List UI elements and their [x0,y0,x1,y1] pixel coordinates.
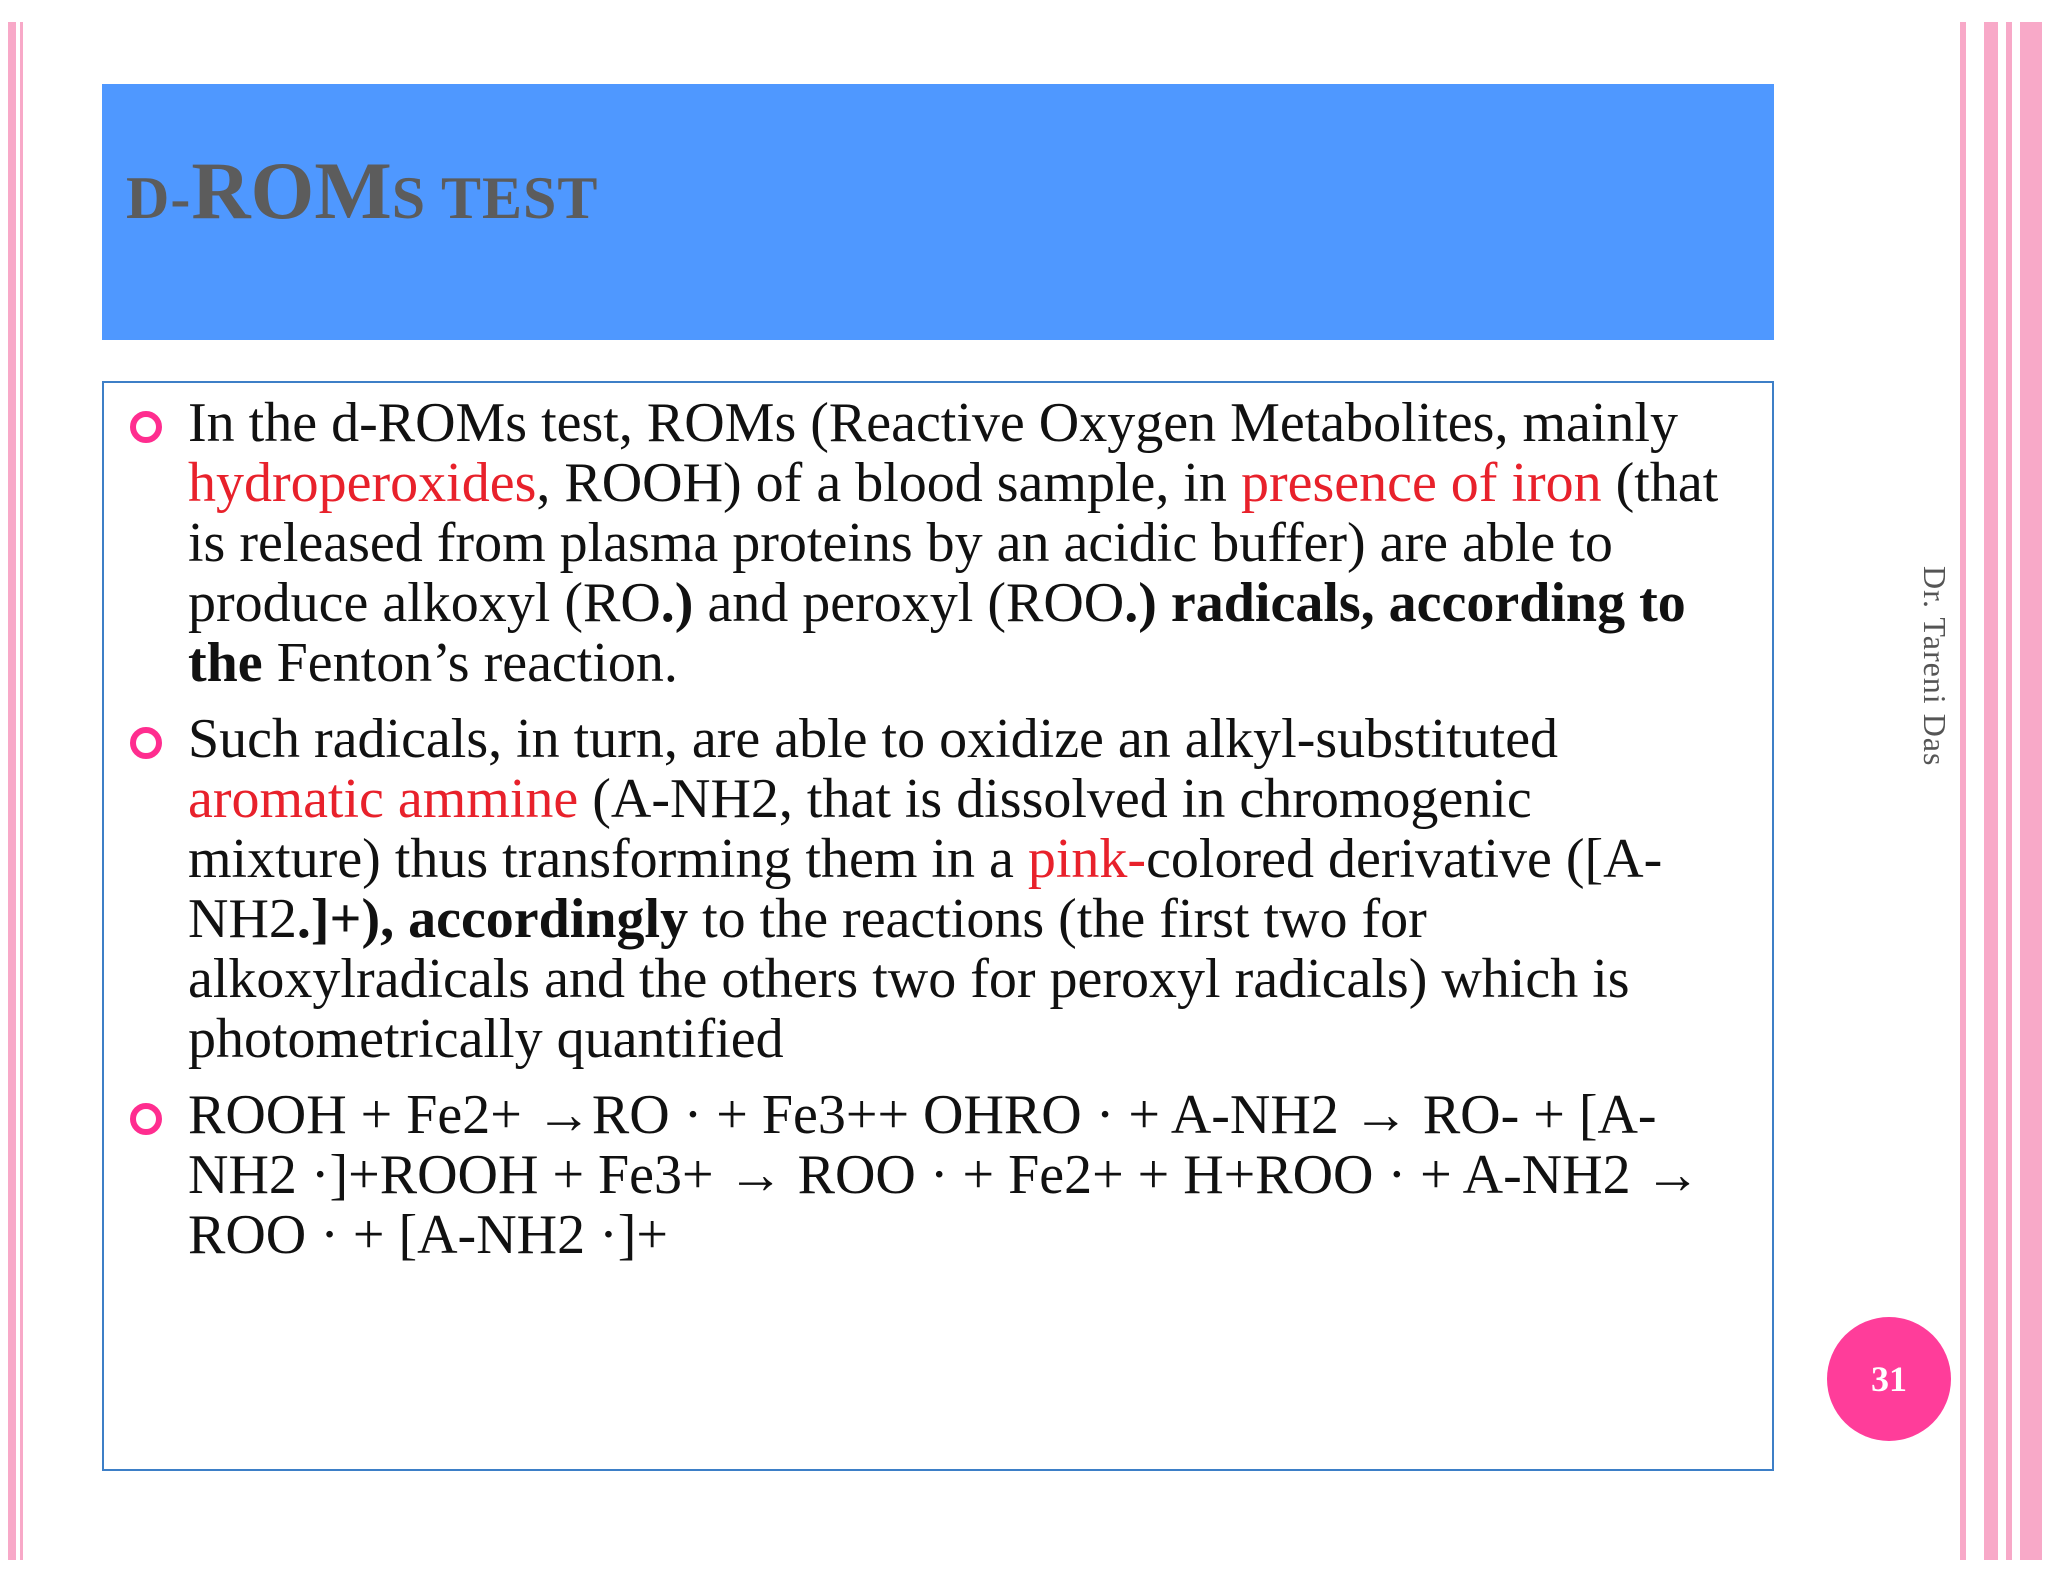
bullet-1-text-1: In the d-ROMs test, ROMs (Reactive Oxygen Metabolites, mainly [188,392,1678,454]
bullet-item-2 [104,709,1772,1069]
right-border-stripe-4 [2020,22,2042,1560]
content-box [102,381,1774,1471]
right-border-stripe-2 [1984,22,1998,1560]
bullet-1-bold-2: .) radicals, according to the [188,572,1686,694]
bullet-1-text-4: and peroxyl (ROO [693,572,1125,634]
bullet-ring-icon [130,1103,162,1135]
bullet-2-text-2: (A-NH2, that is dissolved in chromogenic mixture) thus transforming them in a [188,768,1532,890]
bullet-1-text-2: , ROOH) of a blood sample, in [536,452,1241,514]
left-border-stripe [8,22,16,1560]
bullet-3-equations: ROOH + Fe2+ →RO · + Fe3++ OHRO · + A-NH2 → RO- + [A-NH2 ·]+ROOH + Fe3+ → ROO · + Fe2+ + H+ROO · + A-NH2 → ROO · + [A-NH2 ·]+ [188,1084,1701,1266]
bullet-2-bold-1: .]+), accordingly [296,888,689,950]
bullet-item-1 [104,393,1772,693]
bullet-item-3 [104,1085,1772,1265]
title-part-1: D- [126,165,192,231]
bullet-1-highlight-2: presence of iron [1240,452,1602,514]
title-part-3: S TEST [391,165,599,231]
bullet-1-text-5: Fenton’s reaction. [262,632,678,694]
bullet-2-highlight-1: aromatic ammine [188,768,579,830]
title-band [102,84,1774,340]
bullet-2-highlight-2: pink- [1027,828,1147,890]
bullet-2-text-1: Such radicals, in turn, are able to oxidize an alkyl-substituted [188,708,1559,770]
left-border-stripe-thin [20,22,23,1560]
title-part-2: ROM [191,145,392,236]
right-border-stripe-3 [2006,22,2012,1560]
bullet-ring-icon [130,727,162,759]
bullet-ring-icon [130,411,162,443]
author-credit: Dr. Tareni Das [1917,566,1953,767]
page-number-badge [1827,1317,1951,1441]
bullet-2-text-3: colored derivative ([A-NH2 [188,828,1663,950]
page-number: 31 [1871,1359,1907,1399]
slide-title [126,144,598,238]
bullet-1-text-3: (that is released from plasma proteins by an acidic buffer) are able to produce alkoxyl (RO [188,452,1719,634]
bullet-2-text-4: to the reactions (the first two for alkoxylradicals and the others two for peroxyl radicals) which is photometrically quantified [188,888,1630,1070]
right-border-stripe-1 [1960,22,1966,1560]
bullet-1-highlight-1: hydroperoxides [188,452,537,514]
bullet-list [104,383,1772,1265]
bullet-1-bold-1: .) [660,572,694,634]
